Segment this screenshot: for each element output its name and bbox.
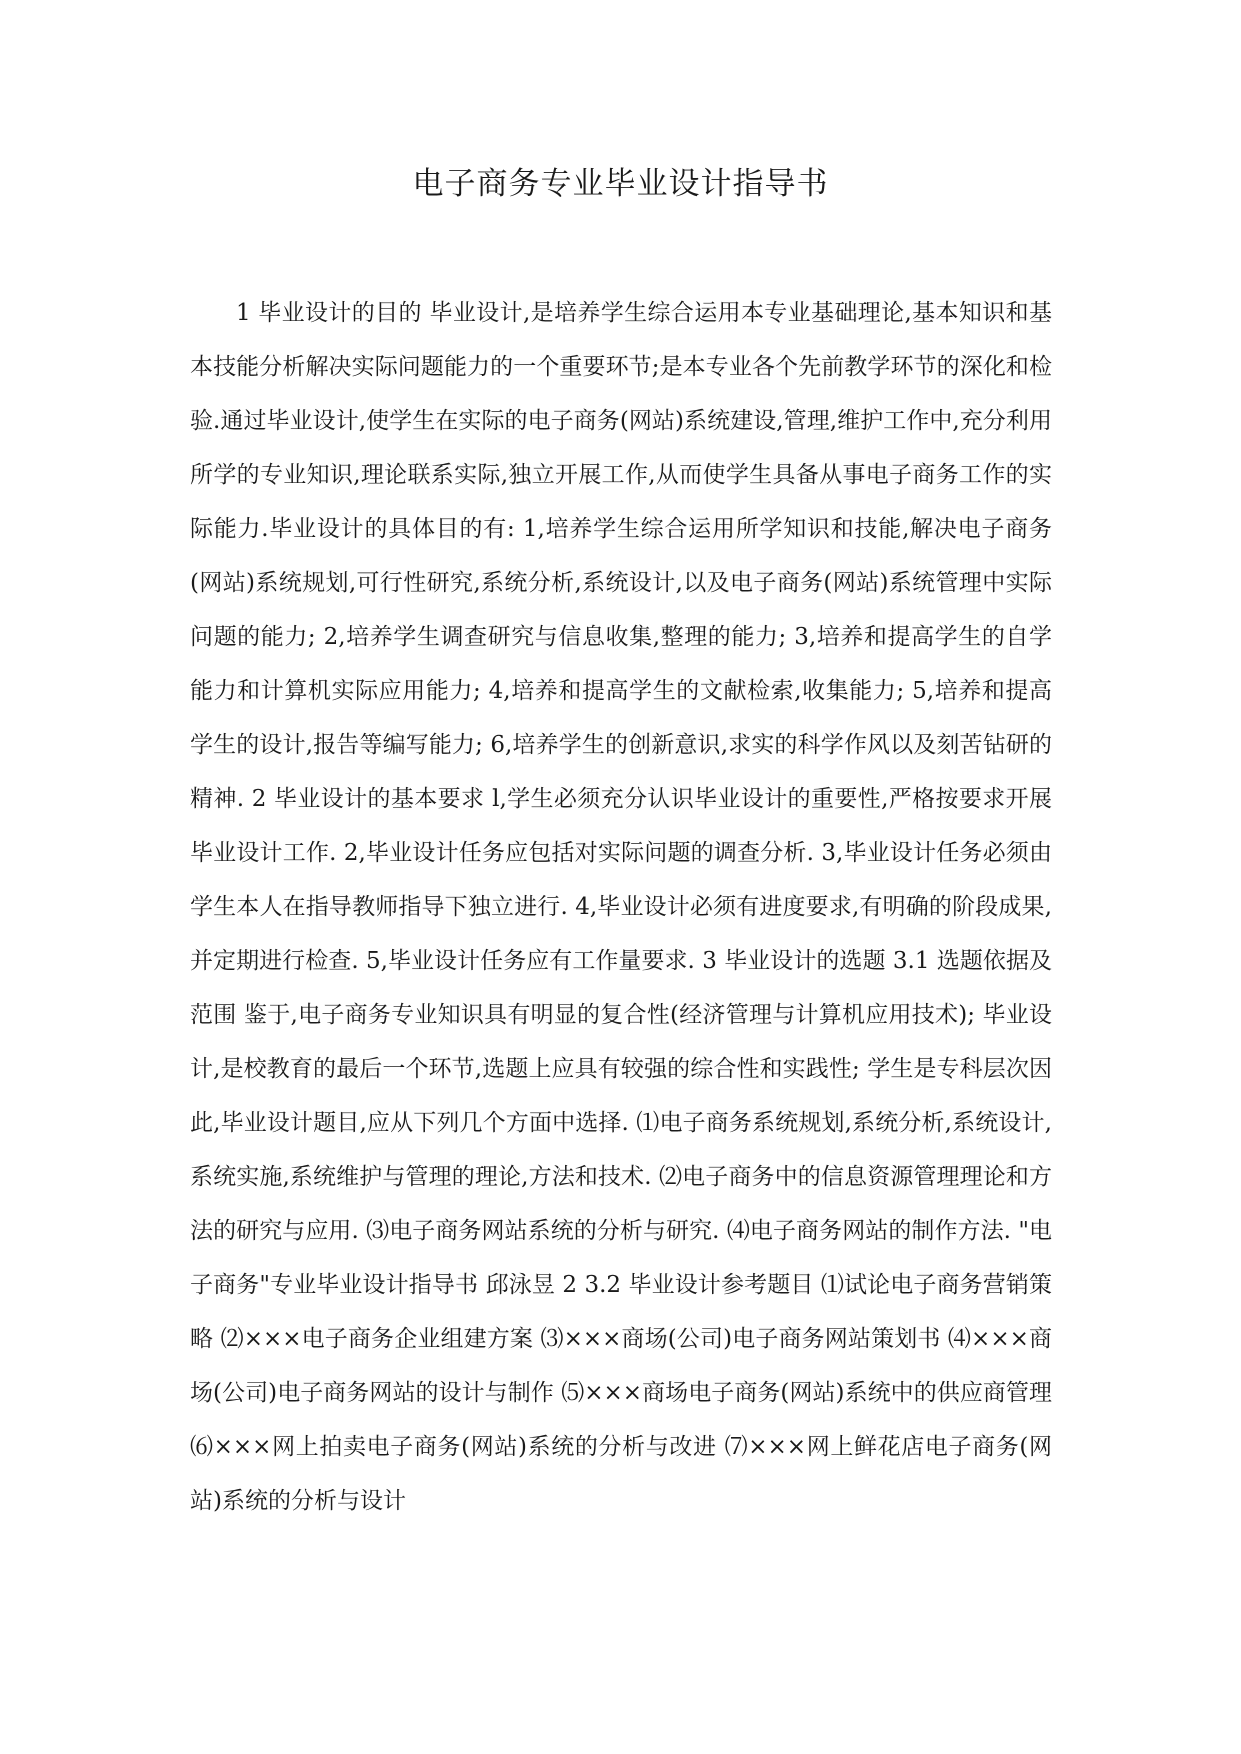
document-title: 电子商务专业毕业设计指导书 bbox=[412, 166, 829, 202]
document-body-paragraph: 1 毕业设计的目的 毕业设计,是培养学生综合运用本专业基础理论,基本知识和基本技能分析解决实际问题能力的一个重要环节;是本专业各个先前教学环节的深化和检验.通过毕业设计,使学生在实际的电子商务(网站)系统建设,管理,维护工作中,充分利用所学的专业知识,理论联系实际,独立开展工作,从而使学生具备从事电子商务工作的实际能力.毕业设计的具体目的有: 1,培养学生综合运用所学知识和技能,解决电子商务(网站)系统规划,可行性研究,系统分析,系统设计,以及电子商务(网站)系统管理中实际问题的能力; 2,培养学生调查研究与信息收集,整理的能力; 3,培养和提高学生的自学能力和计算机实际应用能力; 4,培养和提高学生的文献检索,收集能力; 5,培养和提高学生的设计,报告等编写能力; 6,培养学生的创新意识,求实的科学作风以及刻苦钻研的精神. 2 毕业设计的基本要求 l,学生必须充分认识毕业设计的重要性,严格按要求开展毕业设计工作. 2,毕业设计任务应包括对实际问题的调查分析. 3,毕业设计任务必须由学生本人在指导教师指导下独立进行. 4,毕业设计必须有进度要求,有明确的阶段成果,并定期进行检查. 5,毕业设计任务应有工作量要求. 3 毕业设计的选题 3.1 选题依据及范围 鉴于,电子商务专业知识具有明显的复合性(经济管理与计算机应用技术); 毕业设计,是校教育的最后一个环节,选题上应具有较强的综合性和实践性; 学生是专科层次因此,毕业设计题目,应从下列几个方面中选择. ⑴电子商务系统规划,系统分析,系统设计,系统实施,系统维护与管理的理论,方法和技术. ⑵电子商务中的信息资源管理理论和方法的研究与应用. ⑶电子商务网站系统的分析与研究. ⑷电子商务网站的制作方法. "电子商务"专业毕业设计指导书 邱泳昱 2 3.2 毕业设计参考题目 ⑴试论电子商务营销策略 ⑵×××电子商务企业组建方案 ⑶×××商场(公司)电子商务网站策划书 ⑷×××商场(公司)电子商务网站的设计与制作 ⑸×××商场电子商务(网站)系统中的供应商管理 ⑹×××网上拍卖电子商务(网站)系统的分析与改进 ⑺×××网上鲜花店电子商务(网站)系统的分析与设计 bbox=[190, 300, 1052, 1514]
